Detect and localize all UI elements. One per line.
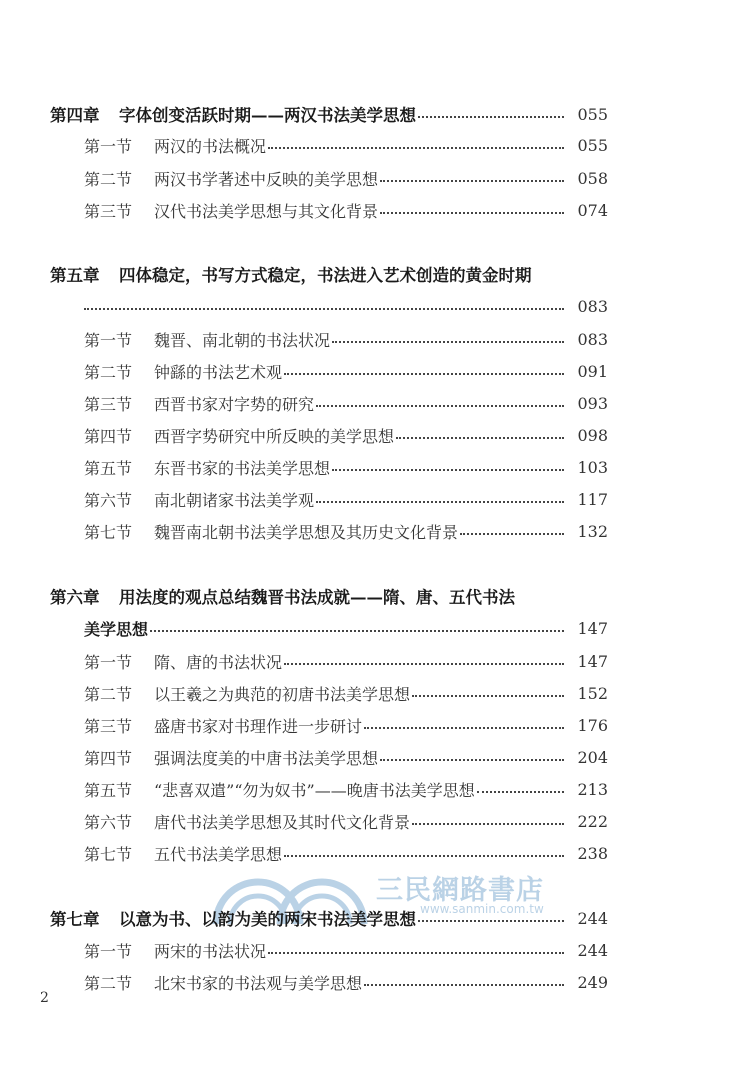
section-label: 第二节 xyxy=(84,684,133,704)
toc-section[interactable] xyxy=(84,420,608,450)
dot-leader xyxy=(412,695,564,697)
chapter-label: 第五章 xyxy=(50,266,100,285)
section-label: 第四节 xyxy=(84,426,133,446)
chapter-label: 第七章 xyxy=(50,910,100,929)
section-label: 第三节 xyxy=(84,716,133,736)
chapter-title: 四体稳定，书写方式稳定，书法进入艺术创造的黄金时期 xyxy=(119,266,532,285)
toc-section[interactable] xyxy=(84,935,608,965)
toc-chapter-6-heading[interactable] xyxy=(50,581,515,611)
dot-leader xyxy=(380,212,564,214)
chapter-title: 字体创变活跃时期——两汉书法美学思想 xyxy=(119,106,416,125)
section-label: 第二节 xyxy=(84,362,133,382)
page-number: 091 xyxy=(577,361,608,381)
toc-section[interactable] xyxy=(84,324,608,354)
toc-section[interactable] xyxy=(84,516,608,546)
toc-chapter-6-continuation[interactable] xyxy=(84,613,608,643)
section-title: 以王羲之为典范的初唐书法美学思想 xyxy=(154,684,411,704)
dot-leader xyxy=(284,663,564,665)
section-title: 两宋的书法状况 xyxy=(154,941,267,961)
section-label: 第三节 xyxy=(84,201,133,221)
section-label: 第五节 xyxy=(84,458,133,478)
dot-leader xyxy=(332,469,564,471)
chapter-title: 以意为书、以韵为美的两宋书法美学思想 xyxy=(119,910,416,929)
dot-leader xyxy=(460,533,564,535)
section-label: 第一节 xyxy=(84,652,133,672)
dot-leader xyxy=(412,823,564,825)
section-label: 第二节 xyxy=(84,169,133,189)
toc-section[interactable] xyxy=(84,806,608,836)
page-number: 222 xyxy=(577,811,608,831)
dot-leader xyxy=(364,984,564,986)
section-label: 第七节 xyxy=(84,522,133,542)
section-title: 魏晋、南北朝的书法状况 xyxy=(154,330,331,350)
page-number: 244 xyxy=(577,940,608,960)
page-number: 249 xyxy=(577,972,608,992)
toc-section[interactable] xyxy=(84,356,608,386)
section-label: 第三节 xyxy=(84,394,133,414)
section-title: 西晋字势研究中所反映的美学思想 xyxy=(154,426,395,446)
toc-section[interactable] xyxy=(84,838,608,868)
chapter-label: 第四章 xyxy=(50,106,100,125)
section-title: 隋、唐的书法状况 xyxy=(154,652,283,672)
toc-section[interactable] xyxy=(84,388,608,418)
section-title: “悲喜双遣”“勿为奴书”——晚唐书法美学思想 xyxy=(154,780,475,800)
section-label: 第二节 xyxy=(84,973,133,993)
toc-chapter-7[interactable] xyxy=(50,903,608,933)
toc-section[interactable] xyxy=(84,967,608,997)
dot-leader xyxy=(418,116,564,118)
toc-section[interactable] xyxy=(84,163,608,193)
toc-chapter-4[interactable] xyxy=(50,99,608,129)
section-title: 南北朝诸家书法美学观 xyxy=(154,490,315,510)
footer-page-number: 2 xyxy=(40,990,49,1006)
toc-section[interactable] xyxy=(84,742,608,772)
dot-leader xyxy=(332,341,564,343)
toc-section[interactable] xyxy=(84,646,608,676)
page-number: 132 xyxy=(577,521,608,541)
toc-section[interactable] xyxy=(84,195,608,225)
dot-leader xyxy=(284,373,564,375)
watermark-url: www.sanmin.com.tw xyxy=(420,902,544,916)
dot-leader xyxy=(84,308,564,310)
dot-leader xyxy=(316,501,564,503)
section-title: 汉代书法美学思想与其文化背景 xyxy=(154,201,379,221)
dot-leader xyxy=(418,920,564,922)
dot-leader xyxy=(316,405,564,407)
section-label: 第六节 xyxy=(84,812,133,832)
section-title: 两汉书学著述中反映的美学思想 xyxy=(154,169,379,189)
section-title: 东晋书家的书法美学思想 xyxy=(154,458,331,478)
page-number: 244 xyxy=(577,908,608,928)
page-number: 147 xyxy=(577,618,608,638)
section-label: 第四节 xyxy=(84,748,133,768)
page-number: 238 xyxy=(577,843,608,863)
page-number: 147 xyxy=(577,651,608,671)
section-title: 钟繇的书法艺术观 xyxy=(154,362,283,382)
section-title: 强调法度美的中唐书法美学思想 xyxy=(154,748,379,768)
dot-leader xyxy=(396,437,564,439)
section-label: 第一节 xyxy=(84,330,133,350)
section-label: 第一节 xyxy=(84,136,133,156)
section-title: 盛唐书家对书理作进一步研讨 xyxy=(154,716,363,736)
page-number: 152 xyxy=(577,683,608,703)
section-title: 唐代书法美学思想及其时代文化背景 xyxy=(154,812,411,832)
section-title: 五代书法美学思想 xyxy=(154,844,283,864)
dot-leader xyxy=(150,630,564,632)
dot-leader xyxy=(364,727,564,729)
dot-leader xyxy=(380,759,564,761)
section-title: 西晋书家对字势的研究 xyxy=(154,394,315,414)
chapter-title: 用法度的观点总结魏晋书法成就——隋、唐、五代书法 xyxy=(119,588,515,607)
page-number: 213 xyxy=(577,779,608,799)
toc-section[interactable] xyxy=(84,130,608,160)
toc-section[interactable] xyxy=(84,452,608,482)
dot-leader xyxy=(268,952,564,954)
page-number: 103 xyxy=(577,457,608,477)
section-title: 北宋书家的书法观与美学思想 xyxy=(154,973,363,993)
page-number: 058 xyxy=(577,168,608,188)
toc-chapter-5-continuation[interactable] xyxy=(84,291,608,321)
page-number: 083 xyxy=(577,296,608,316)
section-label: 第五节 xyxy=(84,780,133,800)
page-number: 098 xyxy=(577,425,608,445)
dot-leader xyxy=(380,180,564,182)
dot-leader xyxy=(284,855,564,857)
page-number: 083 xyxy=(577,329,608,349)
toc-section[interactable] xyxy=(84,710,608,740)
page-number: 176 xyxy=(577,715,608,735)
watermark-store-name: 三民網路書店 xyxy=(376,875,544,906)
section-label: 第六节 xyxy=(84,490,133,510)
page-number: 055 xyxy=(577,104,608,124)
page-number: 204 xyxy=(577,747,608,767)
page-number: 055 xyxy=(577,135,608,155)
toc-section[interactable] xyxy=(84,774,608,804)
page-number: 117 xyxy=(577,489,608,509)
toc-chapter-5-heading[interactable] xyxy=(50,259,532,289)
section-label: 第七节 xyxy=(84,844,133,864)
section-label: 第一节 xyxy=(84,941,133,961)
toc-section[interactable] xyxy=(84,678,608,708)
page-number: 093 xyxy=(577,393,608,413)
dot-leader xyxy=(268,147,564,149)
chapter-label: 第六章 xyxy=(50,588,100,607)
toc-section[interactable] xyxy=(84,484,608,514)
section-title: 魏晋南北朝书法美学思想及其历史文化背景 xyxy=(154,522,459,542)
chapter-title-continued: 美学思想 xyxy=(84,619,149,639)
dot-leader xyxy=(477,791,564,793)
section-title: 两汉的书法概况 xyxy=(154,136,267,156)
page-number: 074 xyxy=(577,200,608,220)
